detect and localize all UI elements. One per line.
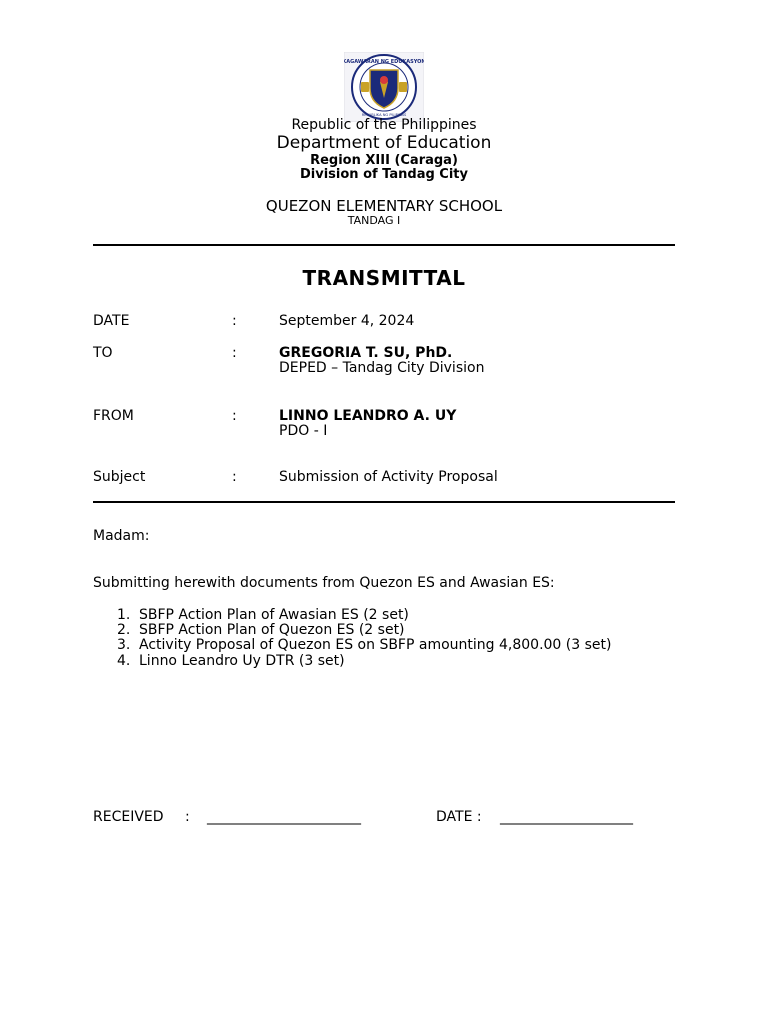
date-label: DATE — [93, 313, 130, 329]
to-label: TO — [93, 345, 113, 361]
to-colon: : — [232, 345, 237, 361]
list-item-text: Activity Proposal of Quezon ES on SBFP amounting 4,800.00 (3 set) — [139, 637, 612, 653]
list-item-number: 4. — [117, 653, 131, 669]
subject-colon: : — [232, 469, 237, 485]
salutation: Madam: — [93, 528, 150, 544]
header-department: Department of Education — [276, 133, 492, 153]
header-district: TANDAG I — [347, 214, 401, 227]
seal-text-bottom: REPUBLIKA NG PILIPINAS — [361, 113, 407, 117]
fields-divider — [93, 501, 675, 503]
subject-label: Subject — [93, 469, 146, 485]
seal-text-top: KAGAWARAN NG EDUKASYON — [344, 59, 424, 65]
from-position: PDO - I — [279, 423, 328, 439]
to-office: DEPED – Tandag City Division — [279, 360, 485, 376]
from-colon: : — [232, 408, 237, 424]
received-date-label: DATE : — [436, 809, 482, 825]
received-colon: : — [185, 809, 190, 825]
header-division: Division of Tandag City — [299, 167, 468, 182]
header-divider — [93, 244, 675, 246]
list-item — [117, 653, 345, 669]
list-item — [117, 637, 611, 653]
date-colon: : — [232, 313, 237, 329]
to-name: GREGORIA T. SU, PhD. — [279, 345, 453, 361]
list-item-text: SBFP Action Plan of Awasian ES (2 set) — [139, 607, 409, 623]
list-item — [117, 607, 409, 623]
list-item-number: 3. — [117, 637, 131, 653]
received-signature-line: ______________________ — [207, 809, 361, 825]
document-title: TRANSMITTAL — [302, 266, 466, 290]
header-republic: Republic of the Philippines — [291, 117, 477, 133]
received-date-line: ___________________ — [500, 809, 633, 825]
from-name: LINNO LEANDRO A. UY — [279, 408, 457, 424]
intro-paragraph: Submitting herewith documents from Quezon ES and Awasian ES: — [93, 575, 555, 591]
list-item — [117, 622, 405, 638]
header-school: QUEZON ELEMENTARY SCHOOL — [265, 197, 503, 215]
deped-seal-icon — [344, 52, 424, 122]
date-value: September 4, 2024 — [279, 313, 415, 329]
header-region: Region XIII (Caraga) — [310, 153, 458, 168]
list-item-text: Linno Leandro Uy DTR (3 set) — [139, 653, 345, 669]
from-label: FROM — [93, 408, 134, 424]
list-item-number: 2. — [117, 622, 131, 638]
list-item-number: 1. — [117, 607, 131, 623]
list-item-text: SBFP Action Plan of Quezon ES (2 set) — [139, 622, 405, 638]
received-label: RECEIVED — [93, 809, 164, 825]
subject-value: Submission of Activity Proposal — [279, 469, 498, 485]
